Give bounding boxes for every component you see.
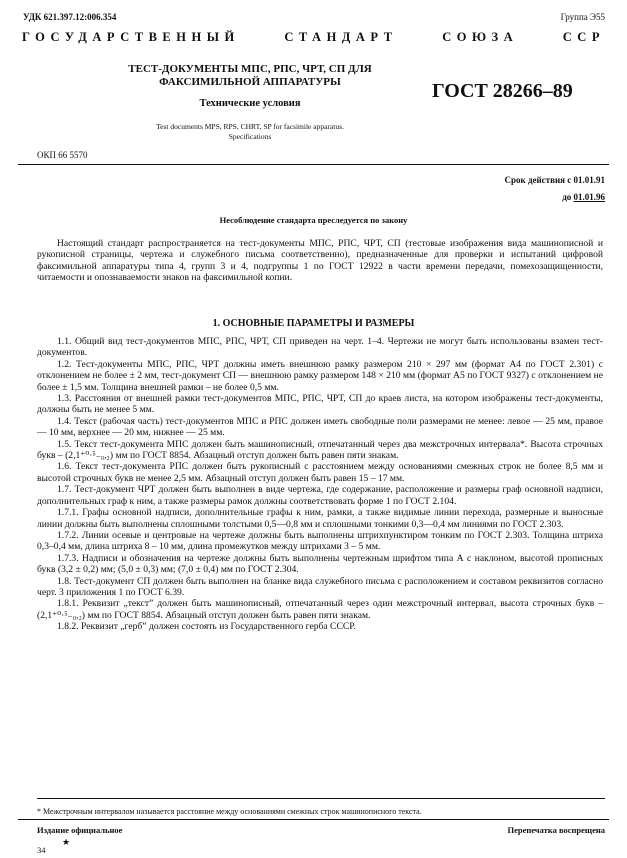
okp-code: ОКП 66 5570 — [37, 150, 88, 160]
validity-from-date: 01.01.91 — [573, 175, 605, 185]
validity-to-label: до — [562, 192, 572, 202]
clause-paragraph: 1.7. Тест-документ ЧРТ должен быть выполнен в виде чертежа, где содержание, расположение и размеры граф основной надписи, дополнительных граф к ним, а также размеры рамок должны соответствовать форме 1 по ГОСТ 2.104. — [37, 484, 603, 507]
footnote: * Межстрочным интервалом называется расстояние между основаниями смежных строк машинописного текста. — [37, 807, 422, 816]
footer-divider — [18, 819, 609, 820]
udk-code: УДК 621.397.12:006.354 — [23, 12, 117, 22]
clause-paragraph: 1.1. Общий вид тест-документов МПС, РПС, ЧРТ, СП приведен на черт. 1–4. Чертежи не могут быть использованы взамен тест-документов. — [37, 336, 603, 359]
clause-paragraph: 1.7.1. Графы основной надписи, дополнительные графы к ним, рамки, а также видимые линии перехода, размерные и выносные линии должны быть выполнены сплошными толстыми 0,5—0,8 мм и сплошными тонкими 0,3—0,4 мм линиями по ГОСТ 2.303. — [37, 507, 603, 530]
star-mark: ★ — [62, 837, 71, 847]
page-number: 34 — [37, 845, 46, 855]
state-standard-band — [22, 30, 605, 45]
band-word: СТАНДАРТ — [284, 30, 398, 44]
clause-paragraph: 1.7.3. Надписи и обозначения на чертеже должны быть выполнены чертежным шрифтом типа А с наклоном, высотой прописных букв (3,2 ± 0,2) мм; (5,0 ± 0,3) мм; (7,0 ± 0,4) мм по ГОСТ 2.304. — [37, 552, 603, 576]
clause-paragraph: 1.8.2. Реквизит „герб” должен состоять из Государственного герба СССР. — [57, 621, 356, 633]
section-body — [37, 336, 603, 633]
noncompliance-notice: Несоблюдение стандарта преследуется по закону — [219, 215, 408, 225]
band-word: ГОСУДАРСТВЕННЫЙ — [22, 30, 240, 44]
intro-paragraph: Настоящий стандарт распространяется на тест-документы МПС, РПС, ЧРТ, СП (тестовые изображения вида машинописной и рукописной страницы, чертежа и служебного письма соответственно), предназначенные для проверки и испытаний цифровой факсимильной аппаратуры типа 4, групп 3 и 4, подгруппы 1 по ГОСТ 12922 в части времени передачи, помехозащищенности, читаемости и опознаваемости знаков на факсимильной копии. — [37, 238, 603, 284]
subtitle: Технические условия — [199, 98, 301, 109]
clause-paragraph: 1.2. Тест-документы МПС, РПС, ЧРТ должны иметь внешнюю рамку размером 210 × 297 мм (формат А4 по ГОСТ 2.301) с отклонением не более ± 2 мм, тест-документ СП — внешнюю рамку размером 148 × 210 мм (формат А5 по ГОСТ 9327) с отклонением не более ± 1,5 мм. Толщина внешней рамки – не более 0,5 мм. — [37, 358, 603, 393]
clause-paragraph: 1.5. Текст тест-документа МПС должен быть машинописный, отпечатанный через два межстрочных интервала*. Высота строчных букв – (2,1⁺⁰·⁵₋₀,₂) мм по ГОСТ 8854. Абзацный отступ должен быть равен пяти знакам. — [37, 438, 603, 462]
document-title — [100, 63, 400, 89]
english-title — [100, 122, 400, 142]
clause-paragraph: 1.7.2. Линии осевые и центровые на чертеже должны быть выполнены штрихпунктиром тонким по ГОСТ 2.303. Толщина штриха 0,3–0,4 мм, длина штриха 8 – 10 мм, длина промежутков между штрихами 3 – 5 мм. — [37, 529, 603, 553]
clause-paragraph: 1.4. Текст (рабочая часть) тест-документов МПС и РПС должен иметь свободные поли размерами не менее: левое — 25 мм, правое — 10 мм, верхнее — 20 мм, нижнее — 25 мм. — [37, 415, 603, 439]
reprint-notice: Перепечатка воспрещена — [507, 825, 605, 835]
title-line: ФАКСИМИЛЬНОЙ АППАРАТУРЫ — [159, 76, 341, 88]
validity-period — [505, 172, 606, 206]
english-line: Specifications — [228, 132, 272, 141]
english-line: Test documents MPS, RPS, CHRT, SP for facsimile apparatus. — [156, 122, 344, 131]
validity-from-label: Срок действия с — [504, 175, 572, 185]
title-line: ТЕСТ-ДОКУМЕНТЫ МПС, РПС, ЧРТ, СП ДЛЯ — [128, 63, 372, 75]
header-divider — [18, 164, 609, 165]
edition-label: Издание официальное — [37, 825, 123, 835]
clause-paragraph: 1.3. Расстояния от внешней рамки тест-документов МПС, РПС, ЧРТ, СП до краев листа, на котором изображены тест-документы, должны быть не менее 5 мм. — [37, 393, 603, 416]
band-word: СОЮЗА — [442, 30, 519, 44]
clause-paragraph: 1.6. Текст тест-документа РПС должен быть рукописный с расстоянием между основаниями смежных строк не более 8,5 мм и высотой строчных букв не менее 2,5 мм. Абзацный отступ должен быть равен 15 – 17 мм. — [37, 461, 603, 484]
gost-number: ГОСТ 28266–89 — [432, 80, 573, 102]
intro-text — [37, 238, 603, 284]
group-code: Группа Э55 — [560, 12, 605, 22]
band-word: ССР — [562, 30, 605, 44]
validity-to-date: 01.01.96 — [573, 192, 605, 202]
section-title: 1. ОСНОВНЫЕ ПАРАМЕТРЫ И РАЗМЕРЫ — [212, 318, 415, 329]
clause-paragraph: 1.8.1. Реквизит „текст” должен быть машинописный, отпечатанный через один межстрочный интервал, высота строчных букв – (2,1⁺⁰·⁵₋₀,₂) мм по ГОСТ 8854. Абзацный отступ должен быть равен пяти знакам. — [37, 598, 603, 621]
footnote-divider — [37, 798, 605, 799]
clause-paragraph: 1.8. Тест-документ СП должен быть выполнен на бланке вида служебного письма с расположением и составом реквизитов согласно черт. 3 приложения 1 по ГОСТ 6.39. — [37, 575, 603, 598]
